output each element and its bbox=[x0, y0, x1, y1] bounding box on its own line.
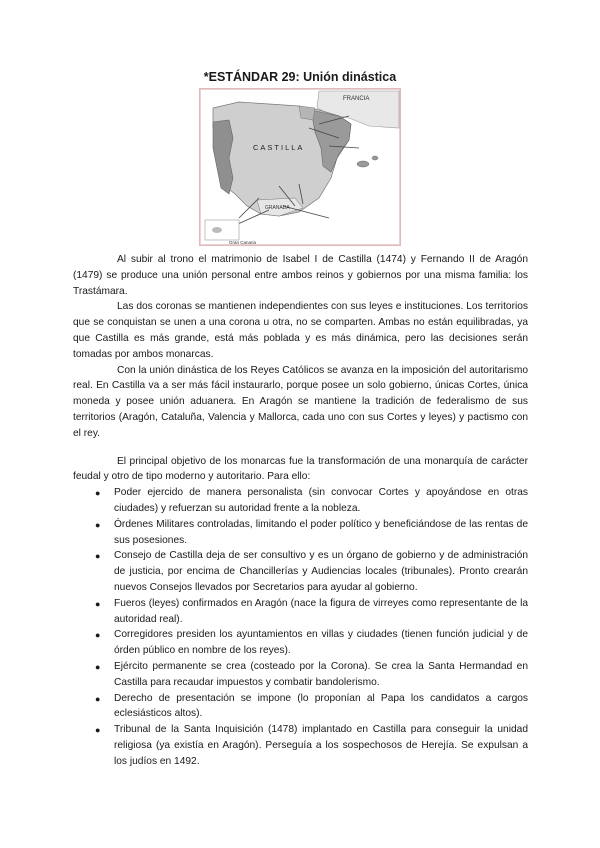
bullet-list bbox=[73, 485, 528, 769]
list-item-text: Poder ejercido de manera personalista (sin convocar Cortes y apoyándose en otras ciudades) y refuerzan su autoridad frente a la nobleza. bbox=[114, 487, 528, 514]
map-label-castilla: CASTILLA bbox=[253, 143, 305, 152]
list-item bbox=[73, 485, 528, 517]
navarra-region bbox=[299, 106, 315, 120]
balearic-island bbox=[372, 156, 378, 160]
body-text bbox=[73, 252, 528, 770]
list-item bbox=[73, 722, 528, 769]
list-item-text: Derecho de presentación se impone (lo proponían al Papa los candidatos a cargos eclesiásticos altos). bbox=[114, 692, 528, 720]
canary-island bbox=[212, 227, 222, 233]
balearic-island bbox=[357, 161, 369, 167]
list-item-text: Ejército permanente se crea (costeado por la Corona). Se crea la Santa Hermandad en Castilla para recaudar impuestos y combatir bandolerismo. bbox=[114, 660, 528, 688]
list-item-text: Fueros (leyes) confirmados en Aragón (nace la figura de virreyes como representante de la autoridad real). bbox=[114, 597, 528, 625]
page-title: *ESTÁNDAR 29: Unión dinástica bbox=[203, 70, 397, 84]
paragraph: Con la unión dinástica de los Reyes Católicos se avanza en la imposición del autoritarismo real. En Castilla va a ser más fácil instaurarlo, porque posee un solo gobierno, únicas Cortes, única moneda y posee unión aduanera. En Aragón se mantiene la tradición de federalismo de sus territorios (Aragón, Cataluña, Valencia y Mallorca, cada uno con sus Cortes y leyes) y pactismo con el rey. bbox=[73, 364, 528, 439]
bullet-icon: ● bbox=[95, 693, 101, 704]
bullet-icon: ● bbox=[95, 551, 101, 562]
map-label-granada: GRANADA bbox=[265, 205, 290, 211]
list-item-text: Corregidores presiden los ayuntamientos en villas y ciudades (tienen función judicial y de órden público en nombre de los reyes). bbox=[114, 629, 528, 657]
bullet-icon: ● bbox=[95, 661, 101, 672]
paragraph: Al subir al trono el matrimonio de Isabel I de Castilla (1474) y Fernando II de Aragón (1479) se produce una unión personal entre ambos reinos y gobiernos por una misma familia: los Trastámara. bbox=[73, 254, 528, 297]
iberia-map-svg bbox=[199, 88, 401, 246]
bullet-icon: ● bbox=[95, 598, 101, 609]
list-item bbox=[73, 691, 528, 723]
list-item-text: Tribunal de la Santa Inquisición (1478) implantado en Castilla para conseguir la unidad religiosa (ya existía en Aragón). Perseguía a los sospechosos de Herejía. Se expulsan a los judíos en 1492. bbox=[114, 724, 528, 767]
paragraph: Las dos coronas se mantienen independientes con sus leyes e instituciones. Los territorios que se conquistan se unen a una corona u otra, no se comparten. Ambas no están equilibradas, ya que Castilla es más grande, está más poblada y es más dinámica, pero las decisiones serán tomadas por ambos monarcas. bbox=[73, 301, 528, 360]
bullet-icon: ● bbox=[95, 725, 101, 736]
list-item bbox=[73, 627, 528, 659]
list-item-text: Órdenes Militares controladas, limitando el poder político y beneficiándose de las rentas de sus posesiones. bbox=[114, 518, 528, 546]
list-item bbox=[73, 596, 528, 628]
bullet-icon: ● bbox=[95, 488, 101, 499]
map-label-gran-canaria: Gran Canaria bbox=[229, 240, 257, 245]
list-item bbox=[73, 548, 528, 595]
map-label-francia: FRANCIA bbox=[343, 96, 370, 102]
list-item bbox=[73, 517, 528, 549]
bullet-icon: ● bbox=[95, 630, 101, 641]
bullet-icon: ● bbox=[95, 519, 101, 530]
list-item bbox=[73, 659, 528, 691]
list-item-text: Consejo de Castilla deja de ser consultivo y es un órgano de gobierno y de administración de justicia, por encima de Chancillerías y Audiencias locales (tribunales). Pronto crearán nuevos Consejos llevados por Secretarios para ayudar al gobierno. bbox=[114, 550, 528, 593]
iberia-map bbox=[199, 88, 401, 246]
paragraph: El principal objetivo de los monarcas fue la transformación de una monarquía de carácter feudal y otro de tipo moderno y autoritario. Para ello: bbox=[73, 455, 528, 483]
